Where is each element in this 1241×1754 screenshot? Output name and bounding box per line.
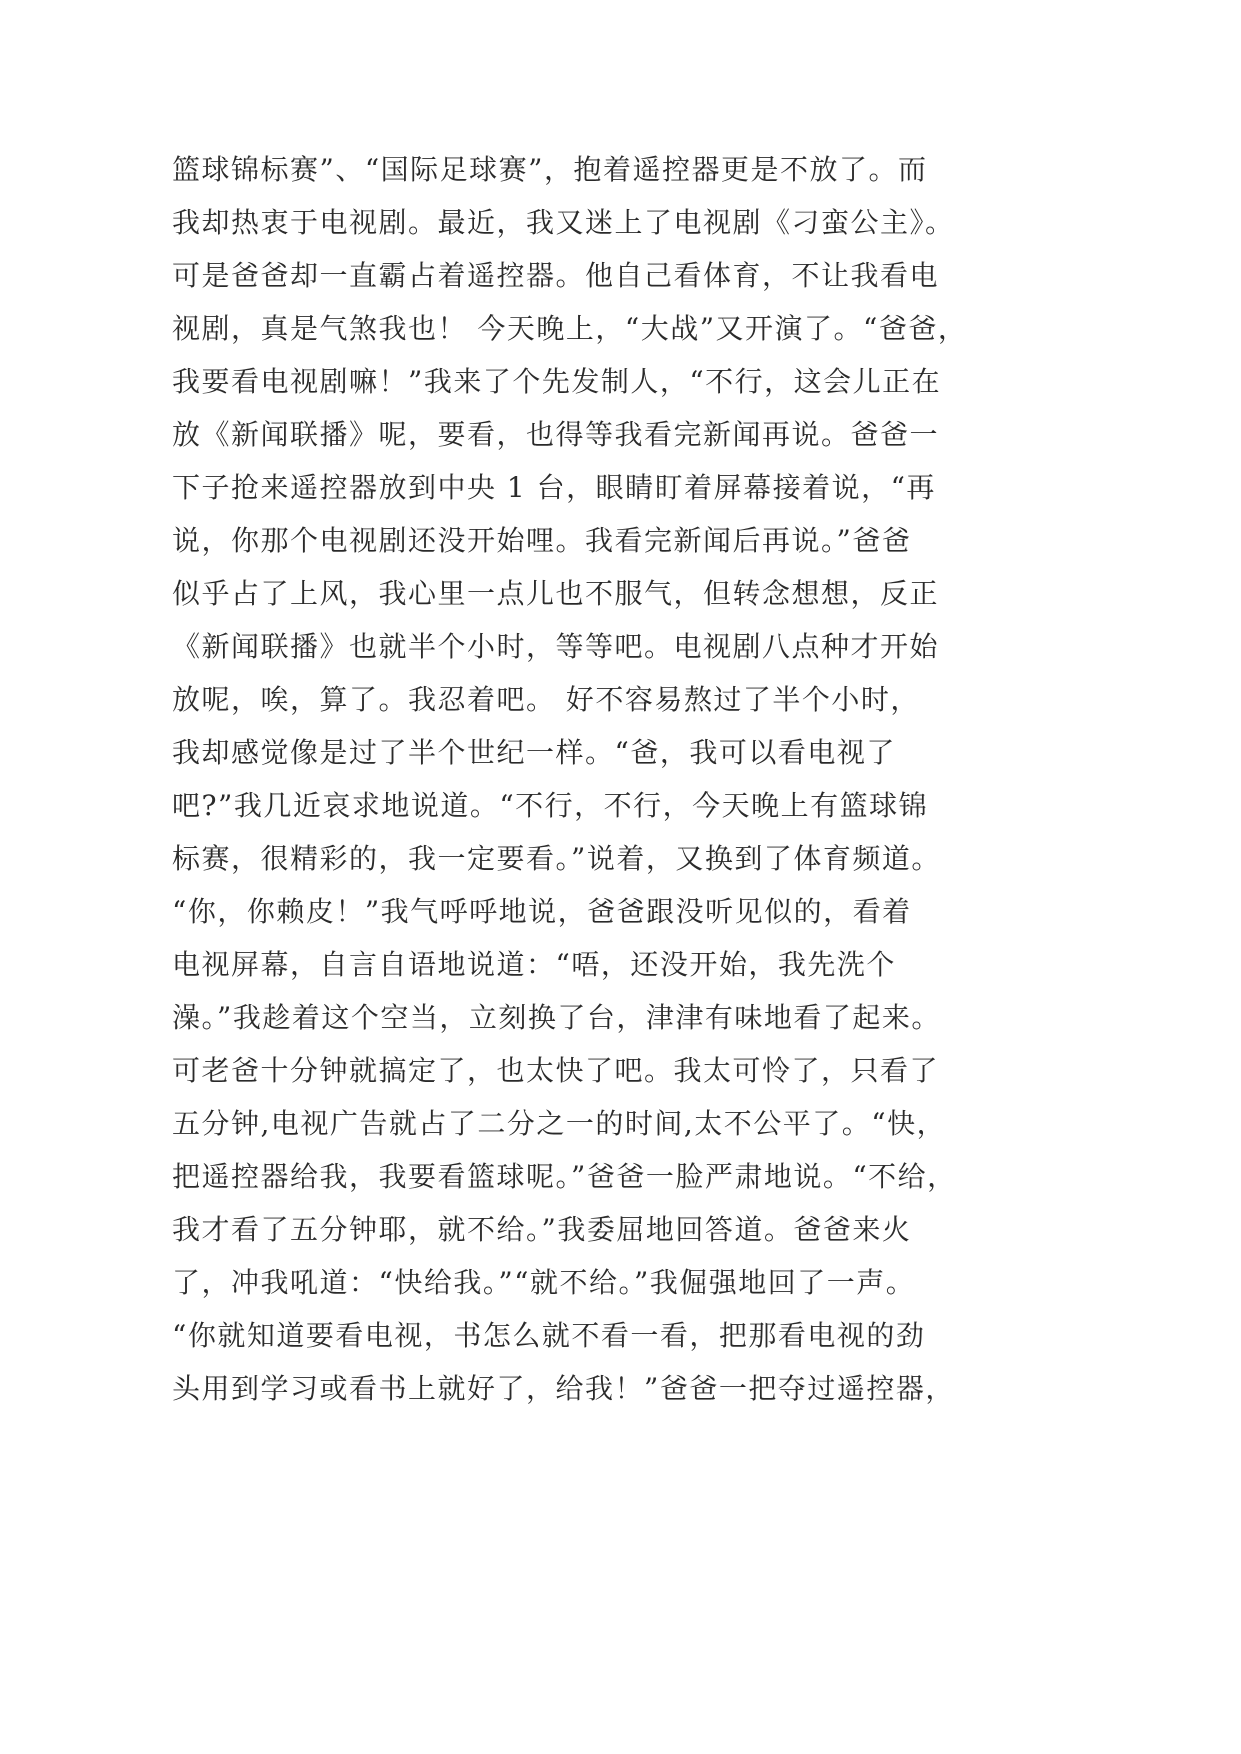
- text-line: 了，冲我吼道：“快给我。”“就不给。”我倔强地回了一声。: [172, 1266, 916, 1299]
- text-line: 放《新闻联播》呢，要看，也得等我看完新闻再说。爸爸一: [172, 418, 940, 451]
- text-line: 似乎占了上风，我心里一点儿也不服气，但转念想想，反正: [172, 577, 940, 610]
- text-line: “你，你赖皮！”我气呼呼地说，爸爸跟没听见似的，看着: [172, 895, 912, 928]
- text-line: 说，你那个电视剧还没开始哩。我看完新闻后再说。”爸爸: [172, 524, 912, 557]
- text-line: 我却感觉像是过了半个世纪一样。“爸，我可以看电视了: [172, 736, 896, 769]
- text-line: 篮球锦标赛”、“国际足球赛”，抱着遥控器更是不放了。而: [172, 153, 928, 186]
- body-text: [172, 143, 1072, 1415]
- text-line: 放呢，唉，算了。我忍着吧。 好不容易熬过了半个小时，: [172, 683, 920, 716]
- text-line: 视剧，真是气煞我也！ 今天晚上，“大战”又开演了。“爸爸，: [172, 312, 968, 345]
- text-line: 五分钟,电视广告就占了二分之一的时间,太不公平了。“快，: [172, 1107, 947, 1140]
- text-line: 下子抢来遥控器放到中央 1 台，眼睛盯着屏幕接着说，“再: [172, 471, 936, 504]
- text-line: 标赛，很精彩的，我一定要看。”说着，又换到了体育频道。: [172, 842, 941, 875]
- text-line: 可是爸爸却一直霸占着遥控器。他自己看体育，不让我看电: [172, 259, 940, 292]
- text-line: “你就知道要看电视，书怎么就不看一看，把那看电视的劲: [172, 1319, 926, 1352]
- text-line: 我才看了五分钟耶，就不给。”我委屈地回答道。爸爸来火: [172, 1213, 912, 1246]
- text-line: 电视屏幕，自言自语地说道：“唔，还没开始，我先洗个: [172, 948, 896, 981]
- text-line: 可老爸十分钟就搞定了，也太快了吧。我太可怜了，只看了: [172, 1054, 940, 1087]
- text-line: 把遥控器给我，我要看篮球呢。”爸爸一脸严肃地说。“不给，: [172, 1160, 957, 1193]
- text-line: 吧?”我几近哀求地说道。“不行，不行，今天晚上有篮球锦: [172, 789, 929, 822]
- text-line: 《新闻联播》也就半个小时，等等吧。电视剧八点种才开始: [172, 630, 940, 663]
- text-line: 我却热衷于电视剧。最近，我又迷上了电视剧《刁蛮公主》。: [172, 206, 955, 239]
- text-line: 头用到学习或看书上就好了，给我！”爸爸一把夺过遥控器，: [172, 1372, 955, 1405]
- text-line: 澡。”我趁着这个空当，立刻换了台，津津有味地看了起来。: [172, 1001, 941, 1034]
- text-line: 我要看电视剧嘛！”我来了个先发制人，“不行，这会儿正在: [172, 365, 942, 398]
